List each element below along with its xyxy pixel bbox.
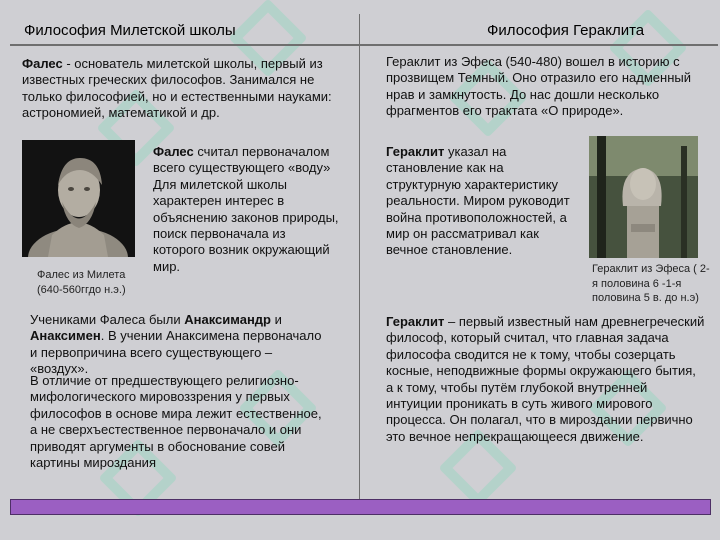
- students-rest: . В учении Анаксимена первоначало и первопричина всего существующего – «воздух».: [30, 328, 322, 377]
- thales-caption: Фалес из Милета (640-560ггдо н.э.): [37, 269, 126, 296]
- thales-portrait: [22, 140, 135, 257]
- left-intro-text: - основатель милетской школы, первый из известных греческих философов. Занимался не только философией, но и естественными науками: астрономией, математикой и др.: [22, 56, 332, 121]
- student-anaximenes: Анаксимен: [30, 328, 101, 344]
- heraclitus-statue-image: [589, 136, 698, 258]
- footer-bar: [10, 499, 711, 515]
- header-left-title: Философия Милетской школы: [24, 22, 236, 39]
- heraclitus-portrait: [589, 136, 698, 258]
- heraclitus-name-bottom: Гераклит: [386, 314, 445, 329]
- heraclitus-caption: Гераклит из Эфеса ( 2-я половина 6 -1-я половина 5 в. до н.э): [592, 263, 710, 304]
- heraclitus-name-mid: Гераклит: [386, 144, 445, 159]
- thales-water-paragraph: [153, 144, 341, 275]
- heraclitus-becoming-text: указал на становление как на структурную характеристику реальности. Миром руководит война противоположностей, а мир он рассматривал как вечное становление.: [386, 144, 570, 258]
- student-anaximander: Анаксимандр: [184, 312, 271, 327]
- thales-bust-image: [22, 140, 135, 257]
- right-intro-paragraph: Гераклит из Эфеса (540-480) вошел в историю с прозвищем Темный. Оно отразило его надменный нрав и замкнутость. До нас дошли несколько фрагментов его трактата «О природе».: [386, 54, 691, 119]
- thales-water-text: считал первоначалом всего существующего «воду» Для милетской школы характерен интерес в объяснению законов природы, поиск первоначала из которого возник окружающий мир.: [153, 144, 339, 274]
- left-intro-name: Фалес: [22, 56, 63, 71]
- header-divider: [10, 44, 718, 46]
- heraclitus-becoming-paragraph: [386, 144, 576, 259]
- left-intro-paragraph: [22, 56, 340, 122]
- header-right-title: Философия Гераклита: [487, 22, 645, 39]
- students-and: и: [271, 312, 282, 327]
- column-divider: [359, 14, 360, 499]
- thales-name: Фалес: [153, 144, 194, 159]
- left-students-paragraph: [30, 312, 330, 378]
- left-bottom-paragraph: В отличие от предшествующего религиозно-мифологического мировоззрения у первых философов в основе мира лежит естественное, а не сверхъестественное первоначало и они приводят аргументы в обоснование совей картины мироздания: [30, 373, 322, 471]
- heraclitus-bottom-paragraph: [386, 314, 706, 445]
- students-prefix: Учениками Фалеса были: [30, 312, 185, 327]
- heraclitus-bottom-text: – первый известный нам древнегреческий философ, который считал, что главная задача философа сводится не к тому, чтобы созерцать косные, неподвижные формы окружающего бытия, а к тому, чтобы путём глубокой внутренней интуиции проникать в суть живого мирового процесса. Он полагал, что в мироздании первично это вечное непрекращающееся движение.: [386, 314, 705, 444]
